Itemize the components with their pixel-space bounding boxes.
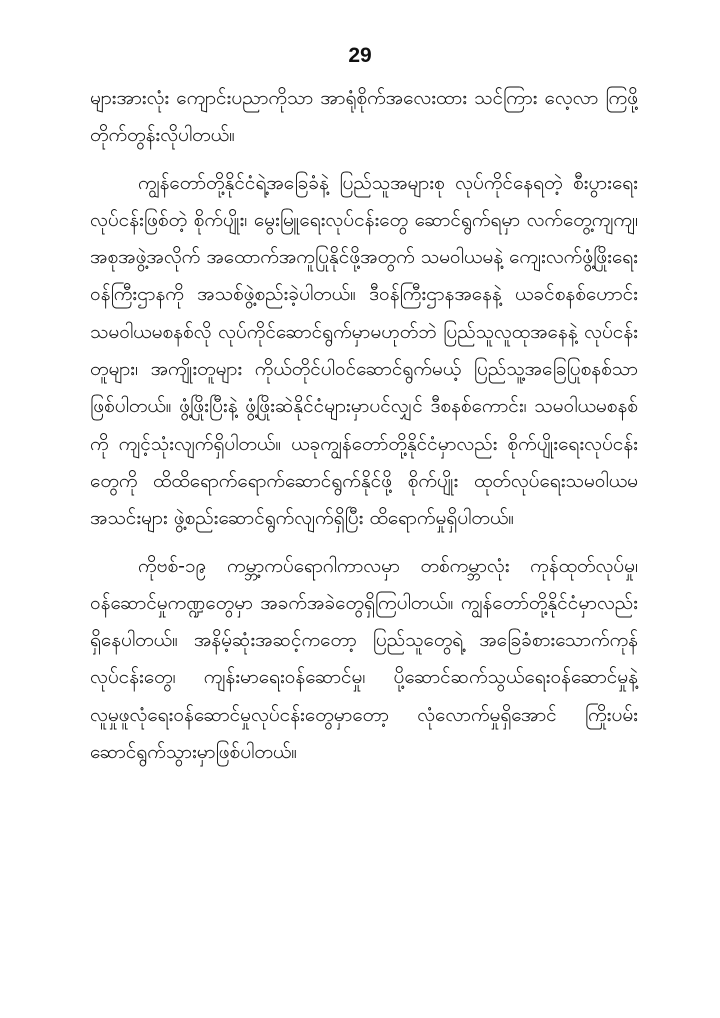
page-number: 29 bbox=[348, 44, 372, 67]
body-text bbox=[90, 80, 638, 771]
paragraph-3: ကိုဗစ်-၁၉ ကမ္ဘာ့ကပ်ရောဂါကာလမှာ တစ်ကမ္ဘာလုံး ကုန်ထုတ်လုပ်မှု၊ ဝန်ဆောင်မှုကဏ္ဍတွေမှာ အခက်အခဲတွေရှိကြပါတယ်။ ကျွန်တော်တို့နိုင်ငံမှာလည်း ရှိနေပါတယ်။ အနိမ့်ဆုံးအဆင့်ကတော့ ပြည်သူတွေရဲ့ အခြေခံစားသောက်ကုန်လုပ်ငန်းတွေ၊ ကျန်းမာရေးဝန်ဆောင်မှု၊ ပို့ဆောင်ဆက်သွယ်ရေးဝန်ဆောင်မှုနဲ့ လူမှုဖူလုံရေးဝန်ဆောင်မှုလုပ်ငန်းတွေမှာတော့ လုံလောက်မှုရှိအောင် ကြိုးပမ်းဆောင်ရွက်သွားမှာဖြစ်ပါတယ်။ bbox=[90, 554, 638, 764]
paragraph-1: များအားလုံး ကျောင်းပညာကိုသာ အာရုံစိုက်အလေးထား သင်ကြား လေ့လာ ကြဖို့ တိုက်တွန်းလိုပါတယ်။ bbox=[90, 87, 638, 147]
paragraph-2: ကျွန်တော်တို့နိုင်ငံရဲ့အခြေခံနဲ့ ပြည်သူအများစု လုပ်ကိုင်နေရတဲ့ စီးပွားရေးလုပ်ငန်းဖြစ်တဲ့ စိုက်ပျိုး၊ မွေးမြူရေးလုပ်ငန်းတွေ ဆောင်ရွက်ရမှာ လက်တွေ့ကျကျ၊ အစုအဖွဲ့အလိုက် အထောက်အကူပြုနိုင်ဖို့အတွက် သမဝါယမနဲ့ ကျေးလက်ဖွံ့ဖြိုးရေးဝန်ကြီးဌာနကို အသစ်ဖွဲ့စည်းခဲ့ပါတယ်။ ဒီဝန်ကြီးဌာနအနေနဲ့ ယခင်စနစ်ဟောင်း သမဝါယမစနစ်လို လုပ်ကိုင်ဆောင်ရွက်မှာမဟုတ်ဘဲ ပြည်သူလူထုအနေနဲ့ လုပ်ငန်းတူများ၊ အကျိုးတူများ ကိုယ်တိုင်ပါဝင်ဆောင်ရွက်မယ့် ပြည်သူ့အခြေပြုစနစ်သာ ဖြစ်ပါတယ်။ ဖွံ့ဖြိုးပြီးနဲ့ ဖွံ့ဖြိုးဆဲနိုင်ငံများမှာပင်လျှင် ဒီစနစ်ကောင်း၊ သမဝါယမစနစ်ကို ကျင့်သုံးလျက်ရှိပါတယ်။ ယခုကျွန်တော်တို့နိုင်ငံမှာလည်း စိုက်ပျိုးရေးလုပ်ငန်းတွေကို ထိထိရောက်ရောက်ဆောင်ရွက်နိုင်ဖို့ စိုက်ပျိုး ထုတ်လုပ်ရေးသမဝါယမအသင်းများ ဖွဲ့စည်းဆောင်ရွက်လျက်ရှိပြီး ထိရောက်မှုရှိပါတယ်။ bbox=[90, 171, 638, 530]
